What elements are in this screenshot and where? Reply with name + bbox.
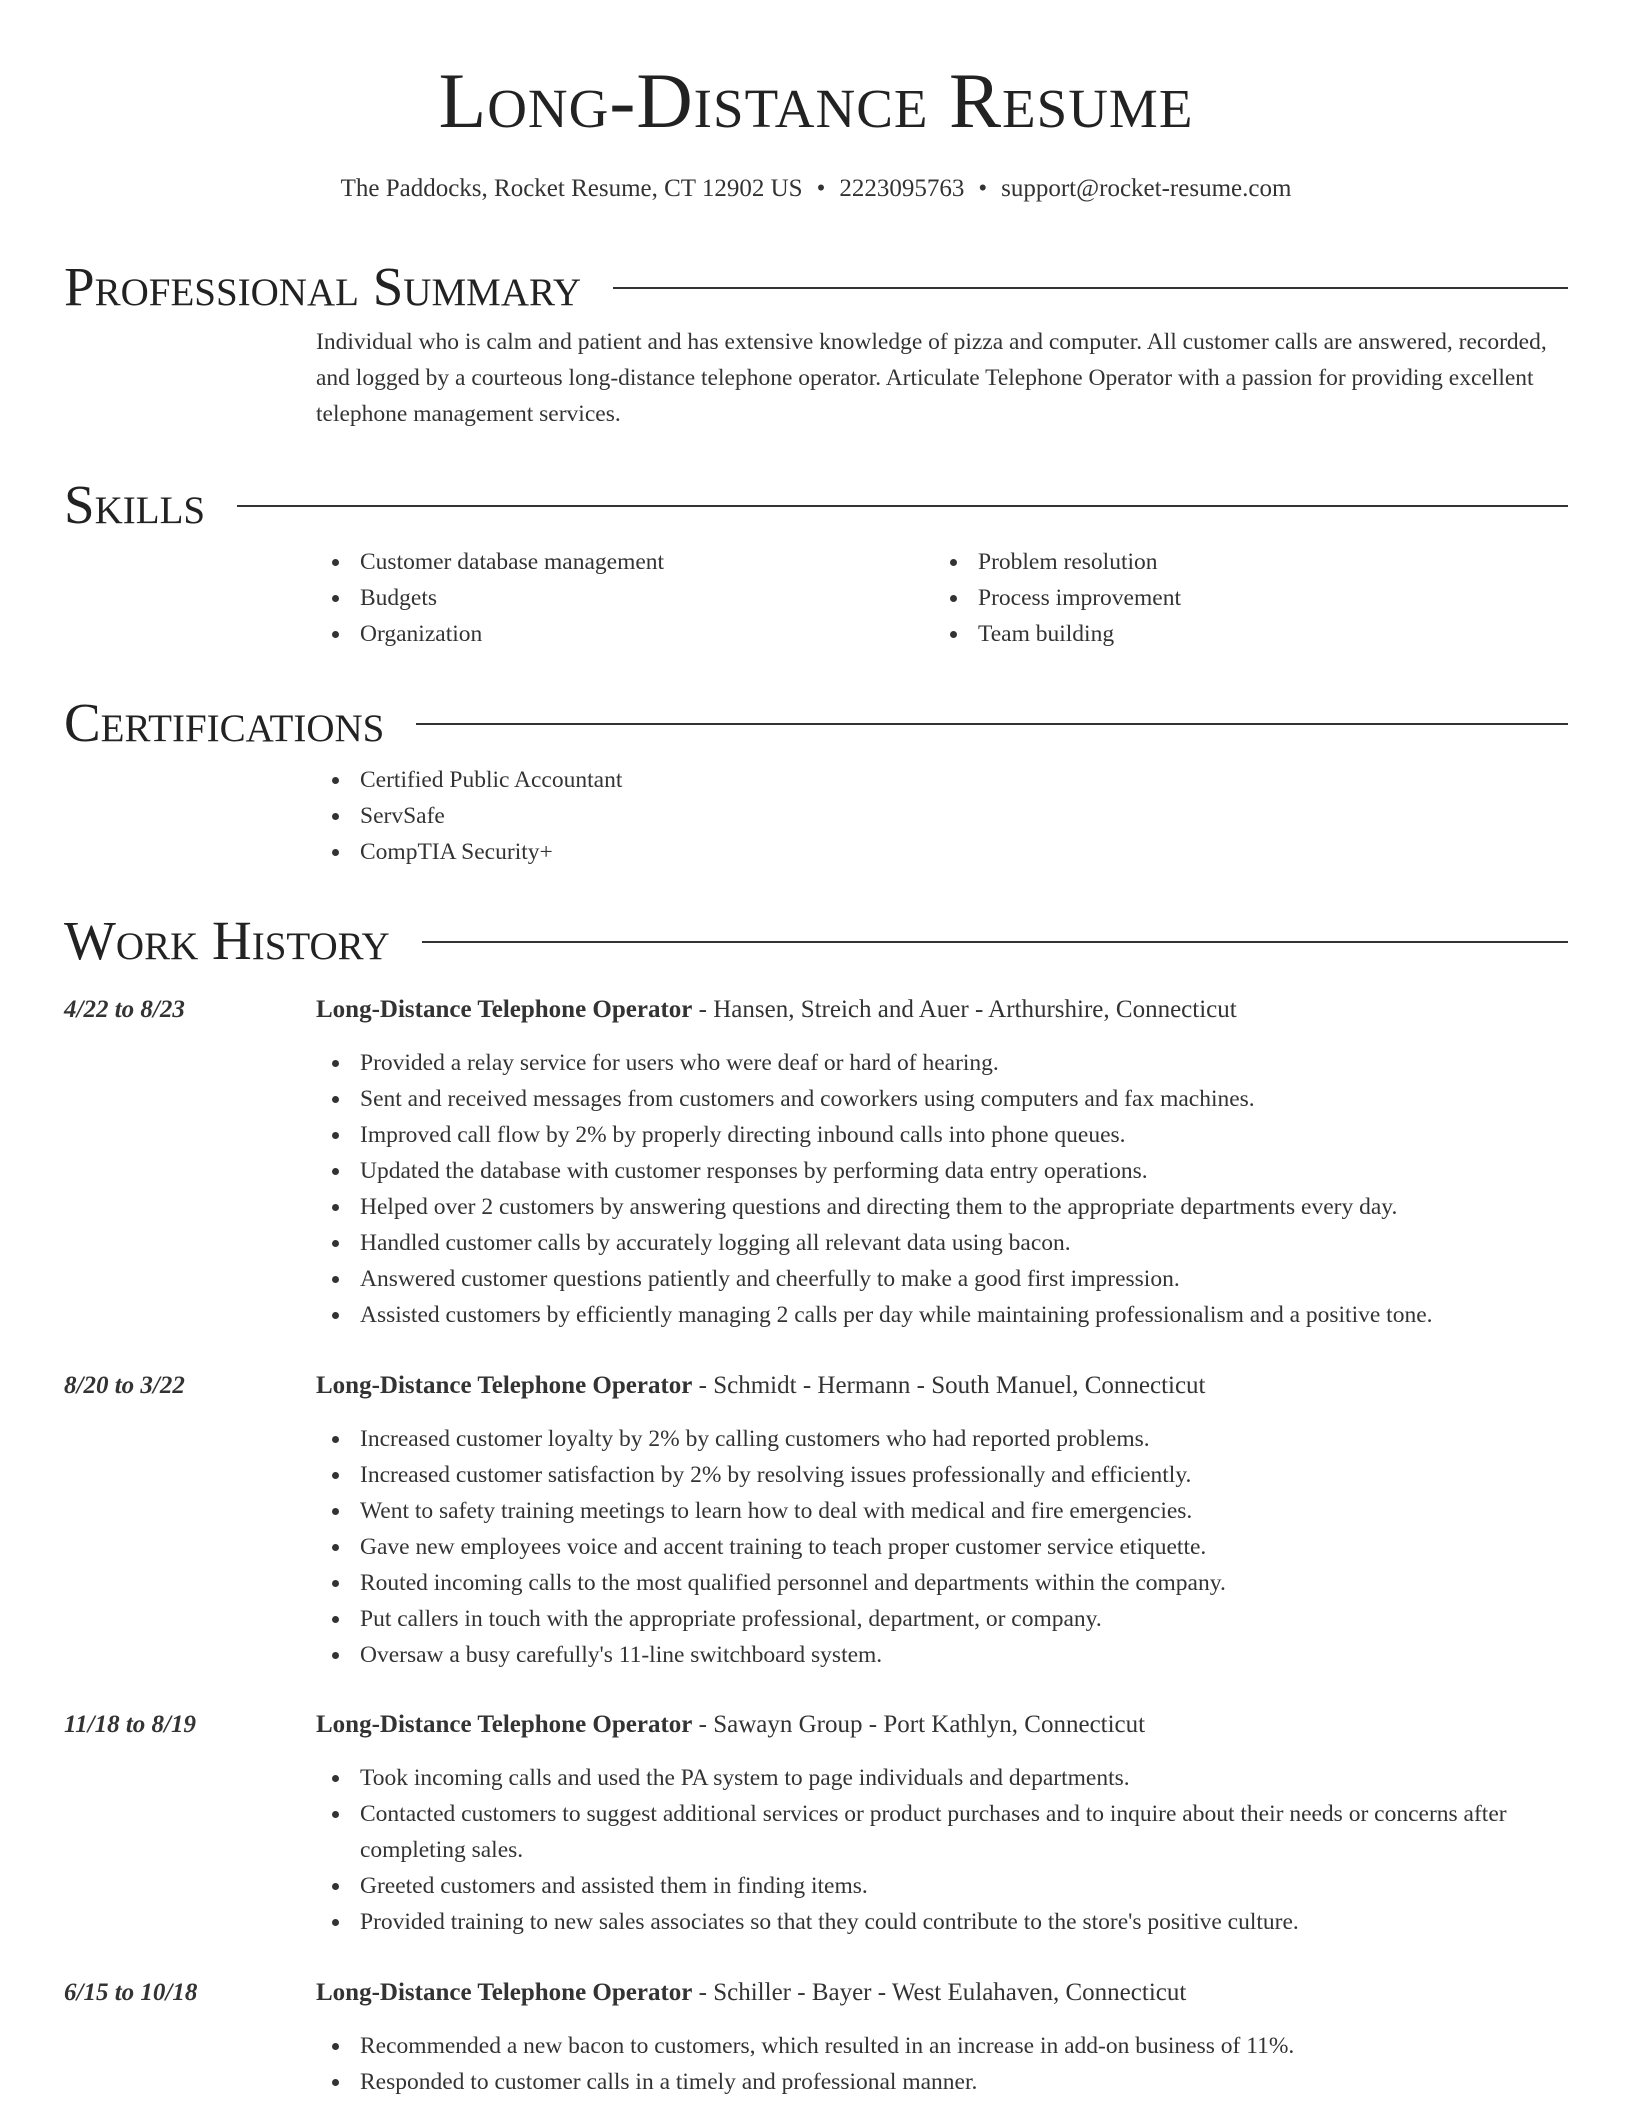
contact-separator: • — [978, 175, 988, 202]
certifications-header — [64, 692, 1568, 752]
skills-header — [64, 474, 1568, 534]
certification-item: ServSafe — [316, 798, 1568, 834]
section-divider — [416, 723, 1568, 725]
summary-text: Individual who is calm and patient and has extensive knowledge of pizza and computer. All customer calls are answered, recorded, and logged by a courteous long-distance telephone operator. Articulate Telephone Operator with a passion for providing excellent telephone management services. — [316, 329, 1547, 427]
skill-item: Budgets — [316, 580, 934, 616]
job-title-line — [316, 1975, 1186, 2011]
duty-item: Increased customer loyalty by 2% by calling customers who had reported problems. — [316, 1421, 1568, 1457]
job-duties — [316, 2028, 1568, 2100]
skills-heading: Skills — [64, 473, 206, 535]
contact-line — [0, 175, 1632, 203]
job-title-line — [316, 1707, 1145, 1743]
contact-email: support@rocket-resume.com — [1001, 175, 1292, 202]
skills-column-right — [934, 544, 1552, 652]
skill-item: Customer database management — [316, 544, 934, 580]
duty-item: Sent and received messages from customers and coworkers using computers and fax machines. — [316, 1081, 1568, 1117]
job-dates: 8/20 to 3/22 — [64, 1372, 185, 1399]
certifications-list — [316, 762, 1568, 870]
duty-item: Updated the database with customer responses by performing data entry operations. — [316, 1153, 1568, 1189]
skill-item: Organization — [316, 616, 934, 652]
job-header — [64, 992, 1568, 1028]
duty-item: Provided training to new sales associates so that they could contribute to the store's positive culture. — [316, 1904, 1568, 1940]
duty-item: Took incoming calls and used the PA system to page individuals and departments. — [316, 1760, 1568, 1796]
duty-item: Assisted customers by efficiently managing 2 calls per day while maintaining professionalism and a positive tone. — [316, 1297, 1568, 1333]
job-title: Long-Distance Telephone Operator — [316, 1979, 693, 2006]
job-title: Long-Distance Telephone Operator — [316, 996, 693, 1023]
duty-item: Handled customer calls by accurately logging all relevant data using bacon. — [316, 1225, 1568, 1261]
resume-name: Long-Distance Resume — [438, 57, 1194, 144]
contact-separator: • — [816, 175, 826, 202]
job-entry — [64, 1707, 1568, 1940]
certification-item: Certified Public Accountant — [316, 762, 1568, 798]
skill-item: Team building — [934, 616, 1552, 652]
certification-item: CompTIA Security+ — [316, 834, 1568, 870]
job-employer: - Schiller - Bayer - West Eulahaven, Connecticut — [692, 1979, 1187, 2006]
duty-item: Improved call flow by 2% by properly directing inbound calls into phone queues. — [316, 1117, 1568, 1153]
skills-section — [64, 474, 1568, 652]
certifications-heading: Certifications — [64, 691, 385, 753]
skills-list — [316, 544, 1568, 652]
duty-item: Increased customer satisfaction by 2% by resolving issues professionally and efficiently. — [316, 1457, 1568, 1493]
duty-item: Recommended a new bacon to customers, which resulted in an increase in add-on business of 11%. — [316, 2028, 1568, 2064]
contact-address: The Paddocks, Rocket Resume, CT 12902 US — [340, 175, 803, 202]
certifications-section — [64, 692, 1568, 870]
duty-item: Contacted customers to suggest additional services or product purchases and to inquire about their needs or concerns after completing sales. — [316, 1796, 1568, 1868]
job-title: Long-Distance Telephone Operator — [316, 1372, 693, 1399]
skills-column-left — [316, 544, 934, 652]
skill-item: Problem resolution — [934, 544, 1552, 580]
job-dates: 11/18 to 8/19 — [64, 1711, 196, 1738]
work-history-heading: Work History — [64, 909, 390, 971]
job-title-line — [316, 1368, 1206, 1404]
job-entry — [64, 1975, 1568, 2100]
duty-item: Provided a relay service for users who were deaf or hard of hearing. — [316, 1045, 1568, 1081]
summary-heading: Professional Summary — [64, 255, 582, 317]
duty-item: Oversaw a busy carefully's 11-line switchboard system. — [316, 1637, 1568, 1673]
job-header — [64, 1975, 1568, 2011]
duty-item: Routed incoming calls to the most qualified personnel and departments within the company. — [316, 1565, 1568, 1601]
job-entry — [64, 992, 1568, 1333]
job-employer: - Schmidt - Hermann - South Manuel, Connecticut — [692, 1372, 1206, 1399]
duty-item: Responded to customer calls in a timely and professional manner. — [316, 2064, 1568, 2100]
duty-item: Helped over 2 customers by answering questions and directing them to the appropriate departments every day. — [316, 1189, 1568, 1225]
work-history-header — [64, 910, 1568, 970]
section-divider — [422, 941, 1568, 943]
job-dates: 4/22 to 8/23 — [64, 996, 185, 1023]
job-header — [64, 1707, 1568, 1743]
job-header — [64, 1368, 1568, 1404]
job-employer: - Hansen, Streich and Auer - Arthurshire, Connecticut — [692, 996, 1237, 1023]
summary-section — [64, 256, 1568, 432]
duty-item: Went to safety training meetings to learn how to deal with medical and fire emergencies. — [316, 1493, 1568, 1529]
duty-item: Put callers in touch with the appropriate professional, department, or company. — [316, 1601, 1568, 1637]
summary-header — [64, 256, 1568, 316]
duty-item: Gave new employees voice and accent training to teach proper customer service etiquette. — [316, 1529, 1568, 1565]
work-history-section — [64, 910, 1568, 970]
job-title-line — [316, 992, 1237, 1028]
section-divider — [237, 505, 1568, 507]
duty-item: Answered customer questions patiently and cheerfully to make a good first impression. — [316, 1261, 1568, 1297]
duty-item: Greeted customers and assisted them in finding items. — [316, 1868, 1568, 1904]
section-divider — [613, 287, 1568, 289]
job-entry — [64, 1368, 1568, 1673]
skill-item: Process improvement — [934, 580, 1552, 616]
job-duties — [316, 1421, 1568, 1673]
job-dates: 6/15 to 10/18 — [64, 1979, 198, 2006]
contact-phone: 2223095763 — [839, 175, 965, 202]
job-duties — [316, 1760, 1568, 1940]
job-title: Long-Distance Telephone Operator — [316, 1711, 693, 1738]
job-duties — [316, 1045, 1568, 1333]
job-employer: - Sawayn Group - Port Kathlyn, Connecticut — [692, 1711, 1146, 1738]
